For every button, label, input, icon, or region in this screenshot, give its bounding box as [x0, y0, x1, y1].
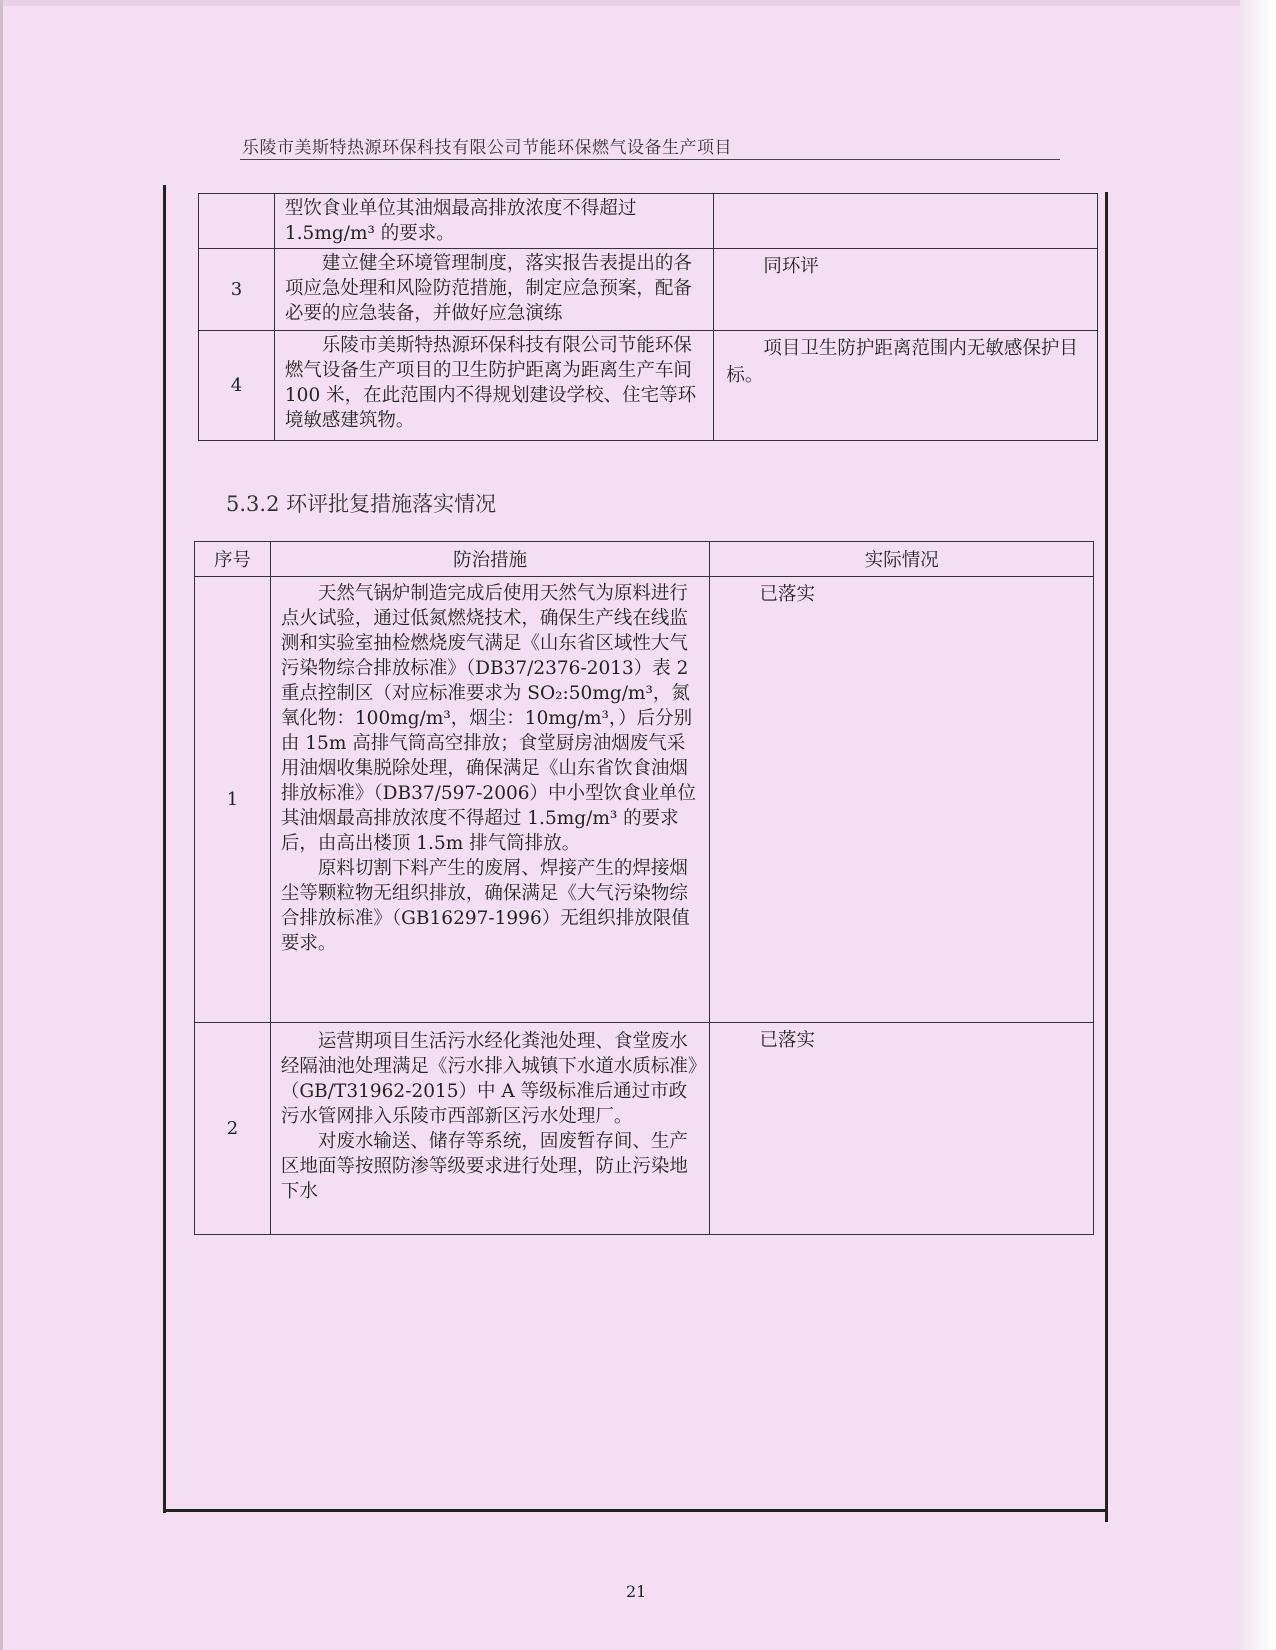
table-row [199, 331, 1098, 441]
measure-paragraph: 原料切割下料产生的废屑、焊接产生的焊接烟尘等颗粒物无组织排放，确保满足《大气污染物综合排放标准》（GB16297-1996）无组织排放限值要求。 [280, 858, 690, 954]
measure-paragraph: 天然气锅炉制造完成后使用天然气为原料进行点火试验，通过低氮燃烧技术，确保生产线在线监测和实验室抽检燃烧废气满足《山东省区域性大气污染物综合排放标准》（DB37/2376-2013）表 2 重点控制区（对应标准要求为 SO₂:50mg/m³，氮氧化物：100mg/m³，烟尘：10mg/m³，）后分别由 15m 高排气筒高空排放；食堂厨房油烟废气采用油烟收集脱除处理，确保满足《山东省饮食油烟排放标准》（DB37/597-2006）中小型饮食业单位其油烟最高排放浓度不得超过 1.5mg/m³ 的要求后，由高出楼顶 1.5m 排气筒排放。 [280, 583, 697, 854]
page-number: 21 [626, 1582, 647, 1601]
row-number: 2 [195, 1023, 271, 1235]
column-header-actual: 实际情况 [710, 542, 1094, 577]
header-divider [240, 159, 1060, 160]
measure-paragraph: 对废水输送、储存等系统，固废暂存间、生产区地面等按照防渗等级要求进行处理，防止污染地下水 [280, 1131, 688, 1202]
row-number: 3 [199, 249, 275, 331]
actual-cell [710, 577, 1094, 1023]
scan-edge [0, 0, 1276, 6]
measure-text: 乐陵市美斯特热源环保科技有限公司节能环保燃气设备生产项目的卫生防护距离为距离生产车间 100 米，在此范围内不得规划建设学校、住宅等环境敏感建筑物。 [284, 335, 697, 431]
actual-text: 已落实 [759, 584, 815, 605]
actual-cell [714, 249, 1098, 331]
scan-edge [0, 0, 3, 1650]
table-row [195, 577, 1094, 1023]
page-header-title: 乐陵市美斯特热源环保科技有限公司节能环保燃气设备生产项目 [242, 138, 732, 158]
actual-cell [710, 1023, 1094, 1235]
measure-paragraph: 运营期项目生活污水经化粪池处理、食堂废水经隔油池处理满足《污水排入城镇下水道水质标准》（GB/T31962-2015）中 A 等级标准后通过市政污水管网排入乐陵市西部新区污水处理厂。 [280, 1031, 698, 1127]
row-number: 4 [199, 331, 275, 441]
measure-cell [274, 331, 714, 441]
table-row [199, 249, 1098, 331]
approval-measures-table [194, 541, 1094, 1235]
column-header-measure: 防治措施 [270, 542, 710, 577]
actual-text: 同环评 [763, 256, 819, 277]
actual-text: 已落实 [759, 1030, 815, 1051]
row-number: 1 [195, 577, 271, 1023]
measure-line: 1.5mg/m³ 的要求。 [284, 223, 455, 244]
scan-edge [1240, 0, 1276, 1650]
measure-line: 型饮食业单位其油烟最高排放浓度不得超过 [284, 198, 637, 219]
actual-cell [714, 194, 1098, 249]
section-heading: 5.3.2 环评批复措施落实情况 [226, 492, 497, 516]
measure-cell [270, 577, 710, 1023]
table-header-row [195, 542, 1094, 577]
measures-table-continued [198, 193, 1098, 441]
actual-cell [714, 331, 1098, 441]
table-row [195, 1023, 1094, 1235]
row-number [199, 194, 275, 249]
measure-cell [274, 249, 714, 331]
frame-border [1105, 192, 1108, 1522]
measure-text: 建立健全环境管理制度，落实报告表提出的各项应急处理和风险防范措施，制定应急预案，配备必要的应急装备，并做好应急演练 [284, 253, 692, 324]
measure-cell [274, 194, 714, 249]
column-header-no: 序号 [195, 542, 271, 577]
measure-cell [270, 1023, 710, 1235]
actual-text: 项目卫生防护距离范围内无敏感保护目标。 [726, 338, 1078, 386]
table-row [199, 194, 1098, 249]
frame-border [163, 1509, 1108, 1512]
frame-border [163, 185, 166, 1513]
